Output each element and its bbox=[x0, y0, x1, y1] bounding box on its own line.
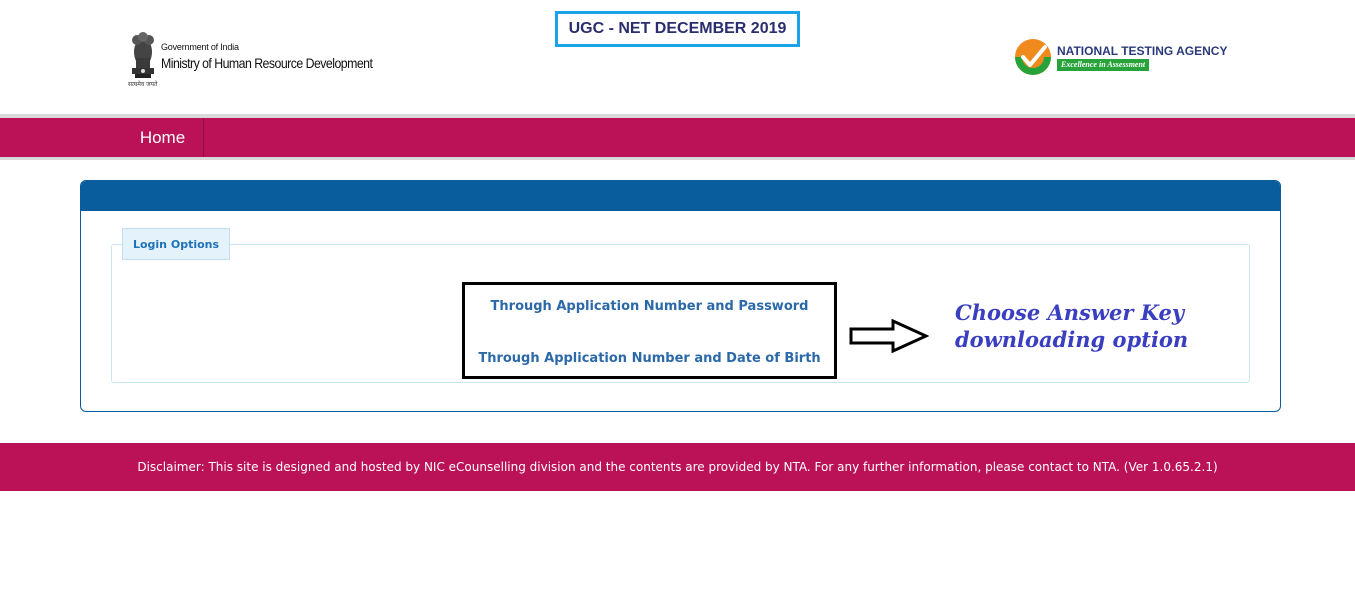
nta-name: NATIONAL TESTING AGENCY bbox=[1057, 44, 1228, 58]
login-panel bbox=[80, 180, 1281, 412]
annotation-callout bbox=[955, 299, 1245, 353]
footer-disclaimer: Disclaimer: This site is designed and hosted by NIC eCounselling division and the contents are provided by NTA. For any further information, please contact to NTA. (Ver 1.0.65.2.1) bbox=[0, 443, 1355, 491]
nta-logo bbox=[1014, 38, 1244, 78]
login-options-legend: Login Options bbox=[122, 228, 230, 260]
gov-of-india-text: Government of India bbox=[161, 42, 239, 52]
login-with-dob-link[interactable]: Through Application Number and Date of Birth bbox=[478, 351, 821, 366]
login-with-password-link[interactable]: Through Application Number and Password bbox=[490, 299, 809, 314]
main-navbar bbox=[0, 114, 1355, 160]
annotation-line-2: downloading option bbox=[955, 327, 1189, 352]
emblem-motto: सत्यमेव जयते bbox=[128, 81, 158, 88]
arrow-right-icon bbox=[849, 319, 929, 353]
login-options-highlight-box bbox=[462, 282, 837, 379]
panel-header bbox=[81, 181, 1280, 211]
ministry-name: Ministry of Human Resource Development bbox=[161, 55, 373, 71]
mhrd-logo bbox=[126, 28, 373, 90]
annotation-line-1: Choose Answer Key bbox=[955, 300, 1185, 325]
page-header bbox=[0, 0, 1355, 115]
nta-checkmark-icon bbox=[1014, 38, 1052, 76]
exam-title: UGC - NET DECEMBER 2019 bbox=[555, 11, 800, 47]
nav-home-link[interactable]: Home bbox=[122, 118, 204, 157]
national-emblem-icon bbox=[126, 28, 160, 88]
nta-tagline: Excellence in Assessment bbox=[1057, 59, 1149, 71]
